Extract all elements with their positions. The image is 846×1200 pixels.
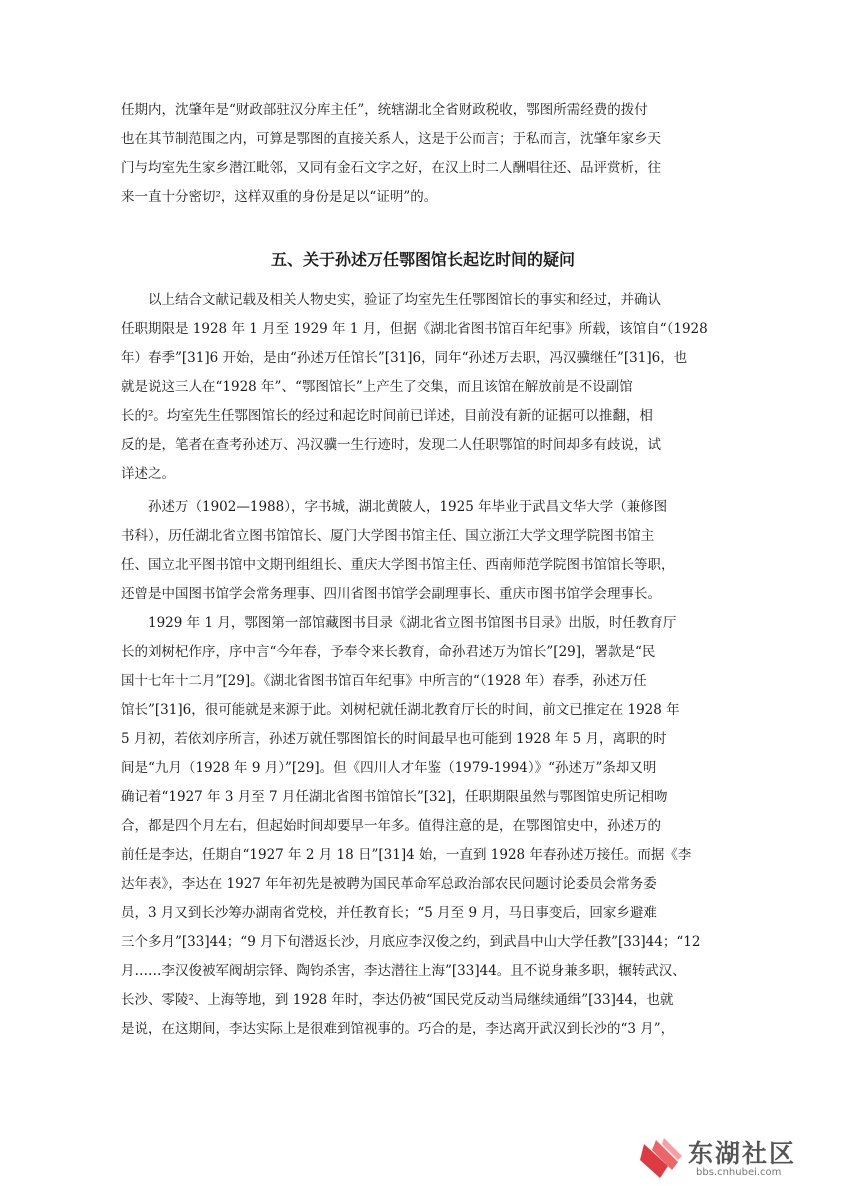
text-line: 年）春季”[31]6 开始，是由“孙述万任馆长”[31]6，同年“孙述万去职，冯汉骥继任”[31]6，也 [121, 350, 688, 366]
text-line: 国十七年十二月”[29]。《湖北省图书馆百年纪事》中所言的“（1928 年）春季，孙述万任 [121, 673, 647, 689]
text-line: 间是“九月（1928 年 9 月）”[29]。但《四川人才年鉴（1979-1994）》“孙述万”条却又明 [121, 760, 657, 776]
text-line: 来一直十分密切²，这样双重的身份是足以“证明”的。 [121, 189, 438, 205]
text-line: 前任是李达，任期自“1927 年 2 月 18 日”[31]4 始，一直到 1928 年春孙述万接任。而据《李 [121, 847, 692, 863]
paragraph-biography [121, 493, 725, 609]
text-line: 长沙、零陵²、上海等地，到 1928 年时，李达仍被“国民党反动当局继续通缉”[33]44，也就 [121, 992, 674, 1008]
text-line: 任期内，沈肇年是“财政部驻汉分库主任”，统辖湖北全省财政税收，鄂图所需经费的拨付 [121, 102, 648, 118]
text-line: 长的²。均室先生任鄂图馆长的经过和起讫时间前已详述，目前没有新的证据可以推翻，相 [121, 408, 653, 424]
text-line: 书科），历任湖北省立图书馆馆长、厦门大学图书馆主任、国立浙江大学文理学院图书馆主 [121, 528, 655, 544]
text-line: 反的是，笔者在查考孙述万、冯汉骥一生行迹时，发现二人任职鄂馆的时间却多有歧说，试 [121, 437, 661, 453]
text-line: 三个多月”[33]44；“9 月下旬潜返长沙，月底应李汉俊之约，到武昌中山大学任教”[33]44；“12 [121, 934, 701, 950]
text-line: 孙述万（1902—1988），字书城，湖北黄陂人，1925 年毕业于武昌文华大学（兼修图 [148, 499, 668, 515]
site-logo-icon [638, 1136, 684, 1182]
text-line: 以上结合文献记载及相关人物史实，验证了均室先生任鄂图馆长的事实和经过，并确认 [148, 292, 661, 308]
paragraph-continuation [121, 96, 725, 212]
text-line: 月……李汉俊被军阀胡宗铎、陶钧杀害，李达潜往上海”[33]44。且不说身兼多职，辗转武汉、 [121, 963, 686, 979]
watermark-url: bbs.cnhubei.com [696, 1167, 782, 1178]
site-watermark [638, 1132, 828, 1186]
text-line: 馆长”[31]6，很可能就是来源于此。刘树杞就任湖北教育厅长的时间，前文已推定在 1928 年 [121, 702, 680, 718]
text-line: 还曾是中国图书馆学会常务理事、四川省图书馆学会副理事长、重庆市图书馆学会理事长。 [121, 586, 661, 602]
text-line: 达年表》，李达在 1927 年年初先是被聘为国民革命军总政治部农民问题讨论委员会常务委 [121, 876, 657, 892]
text-line: 任职期限是 1928 年 1 月至 1929 年 1 月，但据《湖北省图书馆百年纪事》所载，该馆自“（1928 [121, 321, 708, 337]
text-line: 任、国立北平图书馆中文期刊组组长、重庆大学图书馆主任、西南师范学院图书馆馆长等职， [121, 557, 675, 573]
text-line: 门与均室先生家乡潜江毗邻，又同有金石文字之好，在汉上时二人酬唱往还、品评赏析，往 [121, 160, 661, 176]
text-line: 是说，在这期间，李达实际上是很难到馆视事的。巧合的是，李达离开武汉到长沙的“3 月”， [121, 1021, 675, 1037]
watermark-name: 东湖社区 [688, 1139, 797, 1168]
paragraph-intro [121, 286, 725, 489]
text-line: 就是说这三人在“1928 年”、“鄂图馆长”上产生了交集，而且该馆在解放前是不设副馆 [121, 379, 633, 395]
text-line: 1929 年 1 月，鄂图第一部馆藏图书目录《湖北省立图书馆图书目录》出版，时任教育厅 [148, 615, 677, 631]
text-line: 详述之。 [121, 466, 175, 482]
text-line: 也在其节制范围之内，可算是鄂图的直接关系人，这是于公而言；于私而言，沈肇年家乡天 [121, 131, 661, 147]
text-line: 合，都是四个月左右，但起始时间却要早一年多。值得注意的是，在鄂图馆史中，孙述万的 [121, 818, 661, 834]
text-line: 5 月初，若依刘序所言，孙述万就任鄂图馆长的时间最早也可能到 1928 年 5 月，离职的时 [121, 731, 667, 747]
text-line: 长的刘树杞作序，序中言“今年春，予奉令来长教育，命孙君述万为馆长”[29]，署款是“民 [121, 644, 656, 660]
paragraph-analysis [121, 609, 725, 1044]
text-line: 确记着“1927 年 3 月至 7 月任湖北省图书馆馆长”[32]，任职期限虽然与鄂图馆史所记相吻 [121, 789, 668, 805]
text-line: 员，3 月又到长沙筹办湖南省党校，并任教育长；“5 月至 9 月，马日事变后，回家乡避难 [121, 905, 657, 921]
section-heading: 五、关于孙述万任鄂图馆长起讫时间的疑问 [270, 250, 575, 269]
